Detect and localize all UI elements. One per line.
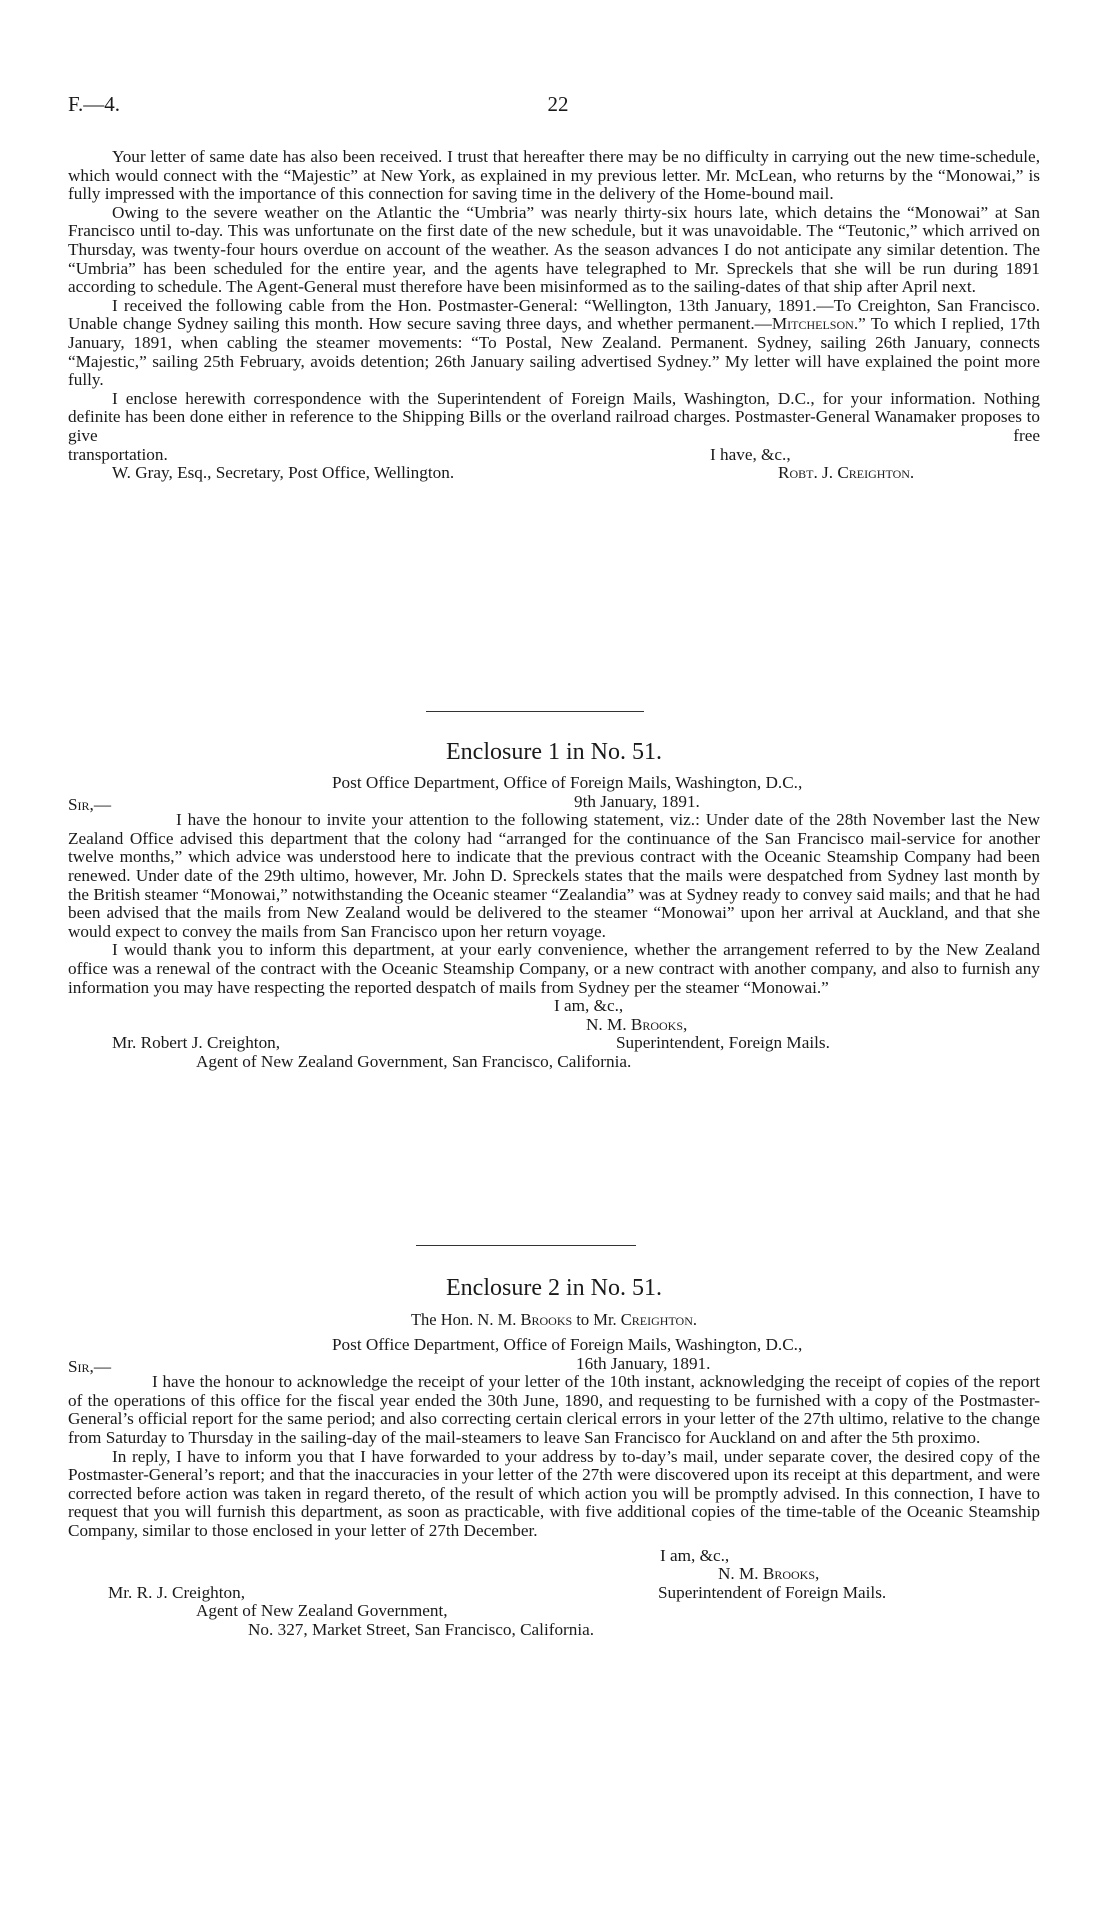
letter-closing: I have, &c.,: [710, 444, 791, 464]
enclosure-2-recipient: Mr. R. J. Creighton,: [108, 1582, 246, 1602]
cable-signature: Mitchelson: [771, 314, 854, 334]
enclosure-2-body: [68, 1336, 1040, 1640]
letter-addressee: W. Gray, Esq., Secretary, Post Office, Wellington.: [112, 463, 455, 483]
enclosure-2-closing: I am, &c.,: [660, 1545, 730, 1565]
letter-paragraph: Your letter of same date has also been received. I trust that hereafter there may be no difficulty in carrying out the new time-schedule, which would connect with the “Majestic” at New York, as explained in my previous letter. Mr. McLean, who returns by the “Monowai,” is fully impressed with the importance of this connection for saving time in the delivery of the Home-bound mail.: [68, 147, 1040, 204]
enclosure-2-heading: Enclosure 2 in No. 51.: [446, 1275, 662, 1301]
page-header: [68, 92, 1048, 122]
letter-body: [68, 148, 1040, 483]
enclosure-2-signer: N. M. Brooks,: [718, 1564, 820, 1584]
enclosure-1-place: Post Office Department, Office of Foreign Mails, Washington, D.C.,: [332, 773, 803, 792]
enclosure-1-date: 9th January, 1891.: [574, 791, 700, 811]
enclosure-1-signer: N. M. Brooks,: [586, 1014, 688, 1034]
enclosure-1-paragraph: I would thank you to inform this department, at your early convenience, whether the arrangement referred to by the New Zealand office was a renewal of the contract with the Oceanic Steamship Company, or a new contract with another company, and also to furnish any information you may have respecting the reported despatch of mails from Sydney per the steamer “Monowai.”: [68, 940, 1040, 997]
letter-paragraph: I enclose herewith correspondence with the Superintendent of Foreign Mails, Washington, D.C., for your information. Nothing definite has been done either in reference to the Shipping Bills or the overland railroad charges. Postmaster-General Wanamaker proposes to give free: [68, 388, 1040, 445]
enclosure-1-closing: I am, &c.,: [554, 996, 624, 1016]
section-divider: [426, 711, 644, 712]
enclosure-1-body: [68, 774, 1040, 1072]
enclosure-2-recipient-title: Agent of New Zealand Government,: [196, 1601, 448, 1621]
section-divider: [416, 1245, 636, 1246]
closing-row: transportation. I have, &c.,: [68, 444, 791, 464]
signature-row: [68, 464, 1040, 483]
page-number: 22: [547, 92, 569, 116]
document-reference: F.—4.: [68, 92, 120, 116]
letter-signature: Robt. J. Creighton.: [778, 463, 915, 483]
letter-paragraph: Owing to the severe weather on the Atlantic the “Umbria” was nearly thirty-six hours late, which detains the “Monowai” at San Francisco until to-day. This was unfortunate on the first date of the new schedule, but it was unavoidable. The “Teutonic,” which arrived on Thursday, was twenty-four hours overdue on account of the weather. As the season advances I do not anticipate any similar detention. The “Umbria” has been scheduled for the entire year, and the agents have telegraphed to Mr. Spreckels that she will be run during 1891 according to schedule. The Agent-General must therefore have been misinformed as to the sailing-dates of that ship after April next.: [68, 202, 1040, 297]
enclosure-1-recipient: Mr. Robert J. Creighton,: [112, 1033, 281, 1053]
enclosure-2-paragraph: I have the honour to acknowledge the receipt of your letter of the 10th instant, acknowledging the receipt of copies of the report of the operations of this office for the fiscal year ended the 30th June, 1890, and requesting to be furnished with a copy of the Postmaster-General’s official report for the same period; and also correcting certain clerical errors in your letter of the 27th ultimo, relative to the change from Saturday to Thursday in the sailing-day of the mail-steamers to leave San Francisco for Auckland on and after the 5th proximo.: [68, 1372, 1040, 1447]
enclosure-2-place: Post Office Department, Office of Foreign Mails, Washington, D.C.,: [332, 1335, 803, 1354]
enclosure-2-signer-title: Superintendent of Foreign Mails.: [658, 1582, 887, 1602]
letter-paragraph: I received the following cable from the Hon. Postmaster-General: “Wellington, 13th January, 1891.—To Creighton, San Francisco. Unable change Sydney sailing this month. How secure saving three days, and whether permanent.—Mitchelson.” To which I replied, 17th January, 1891, when cabling the steamer movements: “To Postal, New Zealand. Permanent. Sydney, sailing 26th January, connects “Majestic,” sailing 25th February, avoids detention; 26th January sailing advertised Sydney.” My letter will have explained the point more fully.: [68, 295, 1040, 390]
enclosure-2-date: 16th January, 1891.: [576, 1353, 711, 1373]
enclosure-2-paragraph: In reply, I have to inform you that I have forwarded to your address by to-day’s mail, under separate cover, the desired copy of the Postmaster-General’s report; and that the inaccuracies in your letter of the 27th were discovered upon its receipt at this department, and were corrected before action was taken in regard thereto, of the result of which action you will be promptly advised. In this connection, I have to request that you will furnish this department, as soon as practicable, with five additional copies of the time-table of the Oceanic Steamship Company, similar to those enclosed in your letter of 27th December.: [68, 1446, 1040, 1540]
enclosure-1-signer-title: Superintendent, Foreign Mails.: [616, 1033, 830, 1053]
enclosure-1-recipient-title: Agent of New Zealand Government, San Francisco, California.: [196, 1051, 632, 1071]
enclosure-1-paragraph: I have the honour to invite your attention to the following statement, viz.: Under date of the 28th November last the New Zealand Office advised this department that the colony had “arranged for the continuance of the San Francisco mail-service for another twelve months,” which advice was understood here to indicate that the previous contract with the Oceanic Steamship Company had been renewed. Under date of the 29th ultimo, however, Mr. John D. Spreckels states that the mails were despatched from Sydney last month by the British steamer “Monowai,” notwithstanding the Oceanic steamer “Zealandia” was at Sydney ready to convey said mails; and that he had been advised that the mails from New Zealand would be delivered to the steamer “Monowai” upon her arrival at Auckland, and that she would expect to convey the mails from San Francisco upon her return voyage.: [68, 810, 1040, 941]
enclosure-2-recipient-address: No. 327, Market Street, San Francisco, California.: [248, 1619, 595, 1639]
enclosure-2-salutation: Sir,—: [68, 1356, 112, 1376]
enclosure-2-subheading: The Hon. N. M. Brooks to Mr. Creighton.: [410, 1310, 698, 1329]
enclosure-1-salutation: Sir,—: [68, 794, 112, 814]
enclosure-1-heading: Enclosure 1 in No. 51.: [446, 739, 662, 765]
